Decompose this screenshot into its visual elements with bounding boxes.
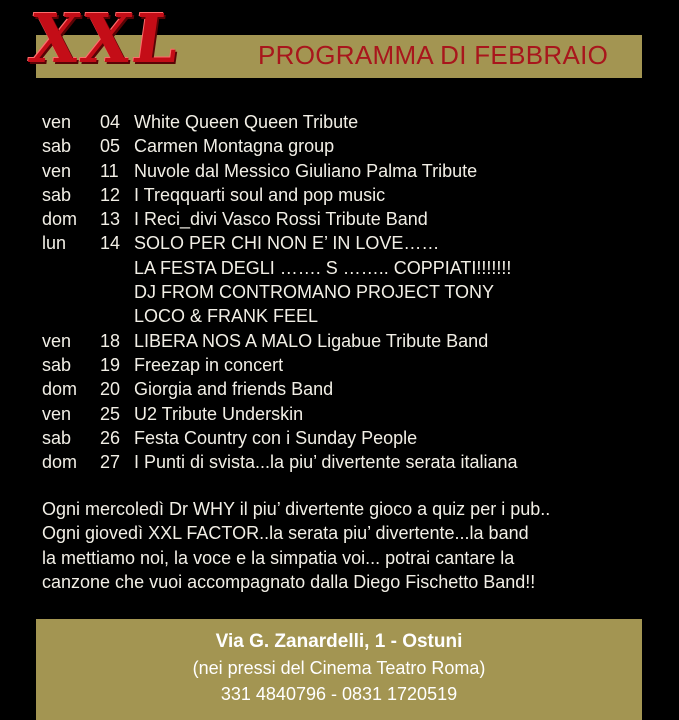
event-description: I Treqquarti soul and pop music (134, 184, 386, 205)
event-row (42, 207, 662, 231)
event-date: 26 (100, 427, 121, 448)
phone-numbers: 331 4840796 - 0831 1720519 (220, 684, 458, 704)
event-date: 11 (100, 160, 119, 181)
weekly-notes (42, 497, 672, 594)
event-description: U2 Tribute Underskin (134, 403, 304, 424)
event-description: LA FESTA DEGLI ……. S …….. COPPIATI!!!!!!! (134, 257, 512, 278)
event-row-continuation (42, 304, 662, 328)
event-row-continuation (42, 256, 662, 280)
event-date: 18 (100, 330, 121, 351)
event-row (42, 231, 662, 255)
event-description: LOCO & FRANK FEEL (134, 306, 319, 327)
event-description: Giorgia and friends Band (134, 379, 334, 400)
event-date: 05 (100, 136, 121, 157)
note-line: Ogni giovedì XXL FACTOR..la serata piu’ divertente...la band (42, 523, 529, 544)
event-description: LIBERA NOS A MALO Ligabue Tribute Band (134, 330, 489, 351)
event-row (42, 402, 662, 426)
event-row (42, 134, 662, 158)
event-date: 04 (100, 112, 121, 132)
event-row (42, 450, 662, 474)
venue-landmark: (nei pressi del Cinema Teatro Roma) (192, 658, 486, 678)
event-day: dom (42, 209, 78, 230)
event-date: 20 (100, 379, 121, 400)
event-day: ven (42, 160, 72, 181)
event-date: 25 (100, 403, 121, 424)
event-day: dom (42, 379, 78, 400)
event-description: Festa Country con i Sunday People (134, 427, 418, 448)
event-day: sab (42, 184, 72, 205)
event-description: Carmen Montagna group (134, 136, 335, 157)
event-day: ven (42, 403, 72, 424)
event-description: Freezap in concert (134, 354, 284, 375)
event-row (42, 159, 662, 183)
footer-band (36, 619, 642, 720)
event-row (42, 329, 662, 353)
event-description: DJ FROM CONTROMANO PROJECT TONY (134, 282, 495, 303)
event-description: I Reci_divi Vasco Rossi Tribute Band (134, 209, 428, 230)
event-day: sab (42, 427, 72, 448)
event-date: 12 (100, 184, 121, 205)
event-date: 13 (100, 209, 121, 230)
event-row-continuation (42, 280, 662, 304)
xxl-logo: XXL (24, 0, 186, 79)
event-description: White Queen Queen Tribute (134, 112, 359, 132)
event-description: I Punti di svista...la piu’ divertente serata italiana (134, 452, 518, 473)
note-line: Ogni mercoledì Dr WHY il piu’ divertente gioco a quiz per i pub.. (42, 499, 551, 519)
venue-address: Via G. Zanardelli, 1 - Ostuni (215, 631, 463, 652)
event-day: lun (42, 233, 67, 254)
event-date: 19 (100, 354, 121, 375)
event-row (42, 426, 662, 450)
event-day: sab (42, 136, 72, 157)
event-description: SOLO PER CHI NON E’ IN LOVE…… (134, 233, 440, 254)
event-date: 14 (100, 233, 121, 254)
program-title: PROGRAMMA DI FEBBRAIO (258, 40, 609, 70)
note-line: canzone che vuoi accompagnato dalla Diego Fischetto Band!! (42, 571, 536, 592)
event-row (42, 353, 662, 377)
event-day: ven (42, 112, 72, 132)
event-description: Nuvole dal Messico Giuliano Palma Tribute (134, 160, 478, 181)
event-row (42, 377, 662, 401)
event-day: dom (42, 452, 78, 473)
note-line: la mettiamo noi, la voce e la simpatia voi... potrai cantare la (42, 547, 515, 568)
event-day: sab (42, 354, 72, 375)
event-row (42, 183, 662, 207)
event-day: ven (42, 330, 72, 351)
event-row (42, 110, 662, 134)
event-schedule (42, 110, 662, 474)
event-date: 27 (100, 452, 121, 473)
